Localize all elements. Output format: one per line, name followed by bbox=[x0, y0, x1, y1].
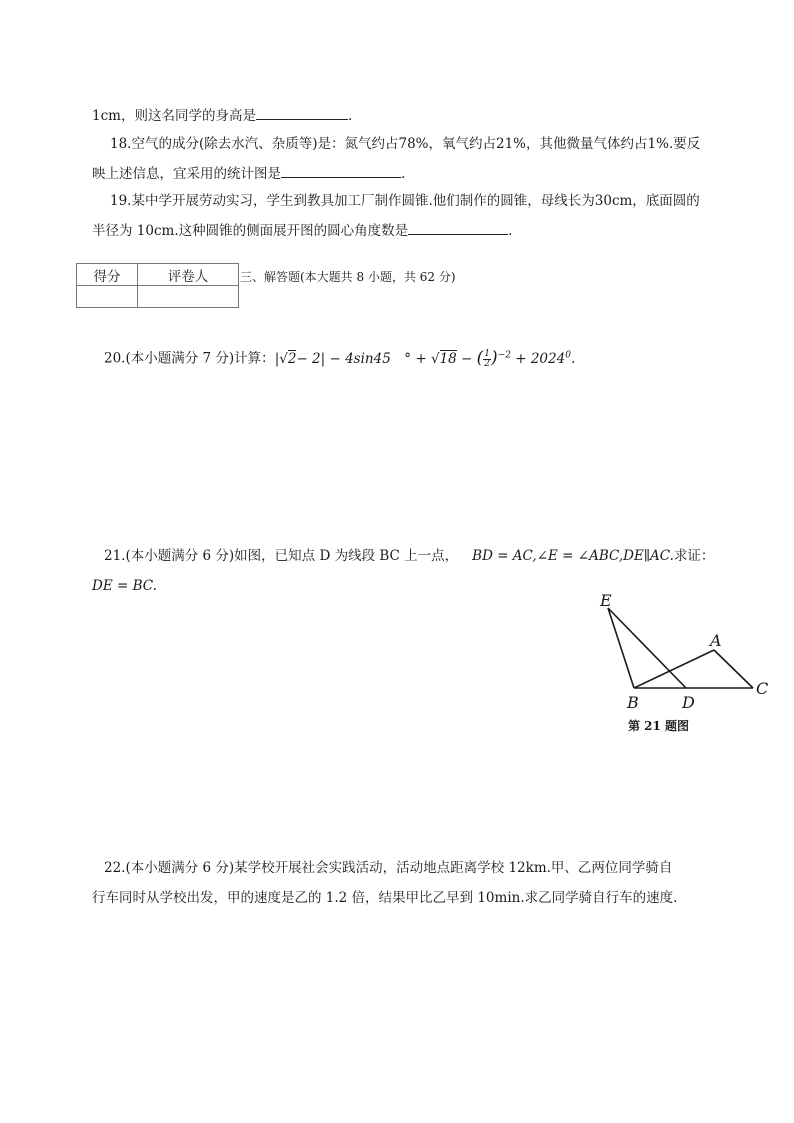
paren-open: ( bbox=[476, 347, 484, 368]
q20-plus-year: + 2024 bbox=[510, 350, 566, 367]
q20-fraction bbox=[483, 350, 491, 369]
q19-line2-wrap bbox=[92, 220, 512, 240]
score-cell[interactable] bbox=[77, 286, 138, 308]
segment-ED bbox=[608, 608, 686, 688]
grader-cell[interactable] bbox=[138, 286, 239, 308]
q21-line1: 21.(本小题满分 6 分)如图，已知点 D 为线段 BC 上一点， bbox=[104, 548, 459, 564]
q21-prove: 求证： bbox=[673, 548, 715, 564]
section-3-heading: 三、解答题(本大题共 8 小题，共 62 分) bbox=[240, 270, 456, 284]
q20-exp-neg2: −2 bbox=[497, 350, 511, 360]
q22-line1: 22.(本小题满分 6 分)某学校开展社会实践活动，活动地点距离学校 12km.甲、乙两位同学骑自 bbox=[104, 860, 673, 876]
q18-line2: 映上述信息，宜采用的统计图是 bbox=[92, 166, 281, 182]
grader-header: 评卷人 bbox=[138, 264, 239, 286]
q20-minus: − bbox=[456, 350, 477, 367]
q17-tail-text: 1cm，则这名同学的身高是 bbox=[92, 108, 256, 124]
q18-line2-wrap bbox=[92, 163, 405, 183]
q20-abs-close: − 2| − 4sin45 ° + bbox=[296, 350, 431, 367]
q21-condition: BD = AC,∠E = ∠ABC,DE∥AC. bbox=[472, 548, 674, 564]
segment-EB bbox=[608, 608, 634, 688]
q17-answer-blank bbox=[256, 105, 348, 120]
q20-expression bbox=[274, 347, 576, 369]
q20-sqrt18: 18 bbox=[439, 350, 457, 367]
q18-answer-blank bbox=[281, 163, 401, 178]
q19-end: . bbox=[508, 223, 513, 239]
q20-sqrt2: 2 bbox=[287, 350, 297, 367]
q20-end: . bbox=[570, 350, 576, 367]
q18-line1: 18.空气的成分(除去水汽、杂质等)是：氮气约占78%，氧气约占21%，其他微量气体约占1%.要反 bbox=[110, 136, 701, 152]
q22-line2: 行车同时从学校出发，甲的速度是乙的 1.2 倍，结果甲比乙早到 10min.求乙同学骑自行车的速度. bbox=[92, 890, 678, 906]
q21-line1-wrap bbox=[104, 547, 714, 565]
score-table bbox=[76, 263, 239, 308]
q20-abs-open: | bbox=[274, 350, 280, 367]
sqrt-icon: √ bbox=[279, 350, 288, 367]
label-E: E bbox=[600, 591, 612, 610]
q20-frac-den: 2 bbox=[484, 358, 491, 369]
label-A: A bbox=[710, 631, 722, 650]
q17-end: . bbox=[347, 108, 353, 124]
q21-line2: DE = BC. bbox=[92, 578, 157, 594]
label-B: B bbox=[627, 693, 639, 712]
label-C: C bbox=[756, 679, 769, 698]
segment-BA bbox=[634, 650, 714, 688]
figure-caption: 第 21 题图 bbox=[628, 719, 690, 733]
q19-line1: 19.某中学开展劳动实习，学生到教具加工厂制作圆锥.他们制作的圆锥，母线长为30cm，底面圆的 bbox=[110, 193, 700, 209]
label-D: D bbox=[682, 693, 695, 712]
score-header: 得分 bbox=[77, 264, 138, 286]
q20-frac-num: 1 bbox=[484, 348, 491, 359]
q19-answer-blank bbox=[408, 220, 508, 235]
sqrt-icon: √ bbox=[430, 350, 440, 367]
q19-line2: 半径为 10cm.这种圆锥的侧面展开图的圆心角度数是 bbox=[92, 223, 409, 239]
q20-line bbox=[104, 346, 575, 369]
q18-end: . bbox=[401, 166, 406, 182]
paren-close: ) bbox=[491, 347, 498, 368]
q21-figure bbox=[590, 590, 780, 740]
q20-exp0: 0 bbox=[565, 350, 571, 360]
q20-prefix: 20.(本小题满分 7 分)计算： bbox=[104, 350, 275, 367]
q17-tail-line bbox=[92, 105, 352, 125]
segment-AC bbox=[714, 650, 753, 688]
